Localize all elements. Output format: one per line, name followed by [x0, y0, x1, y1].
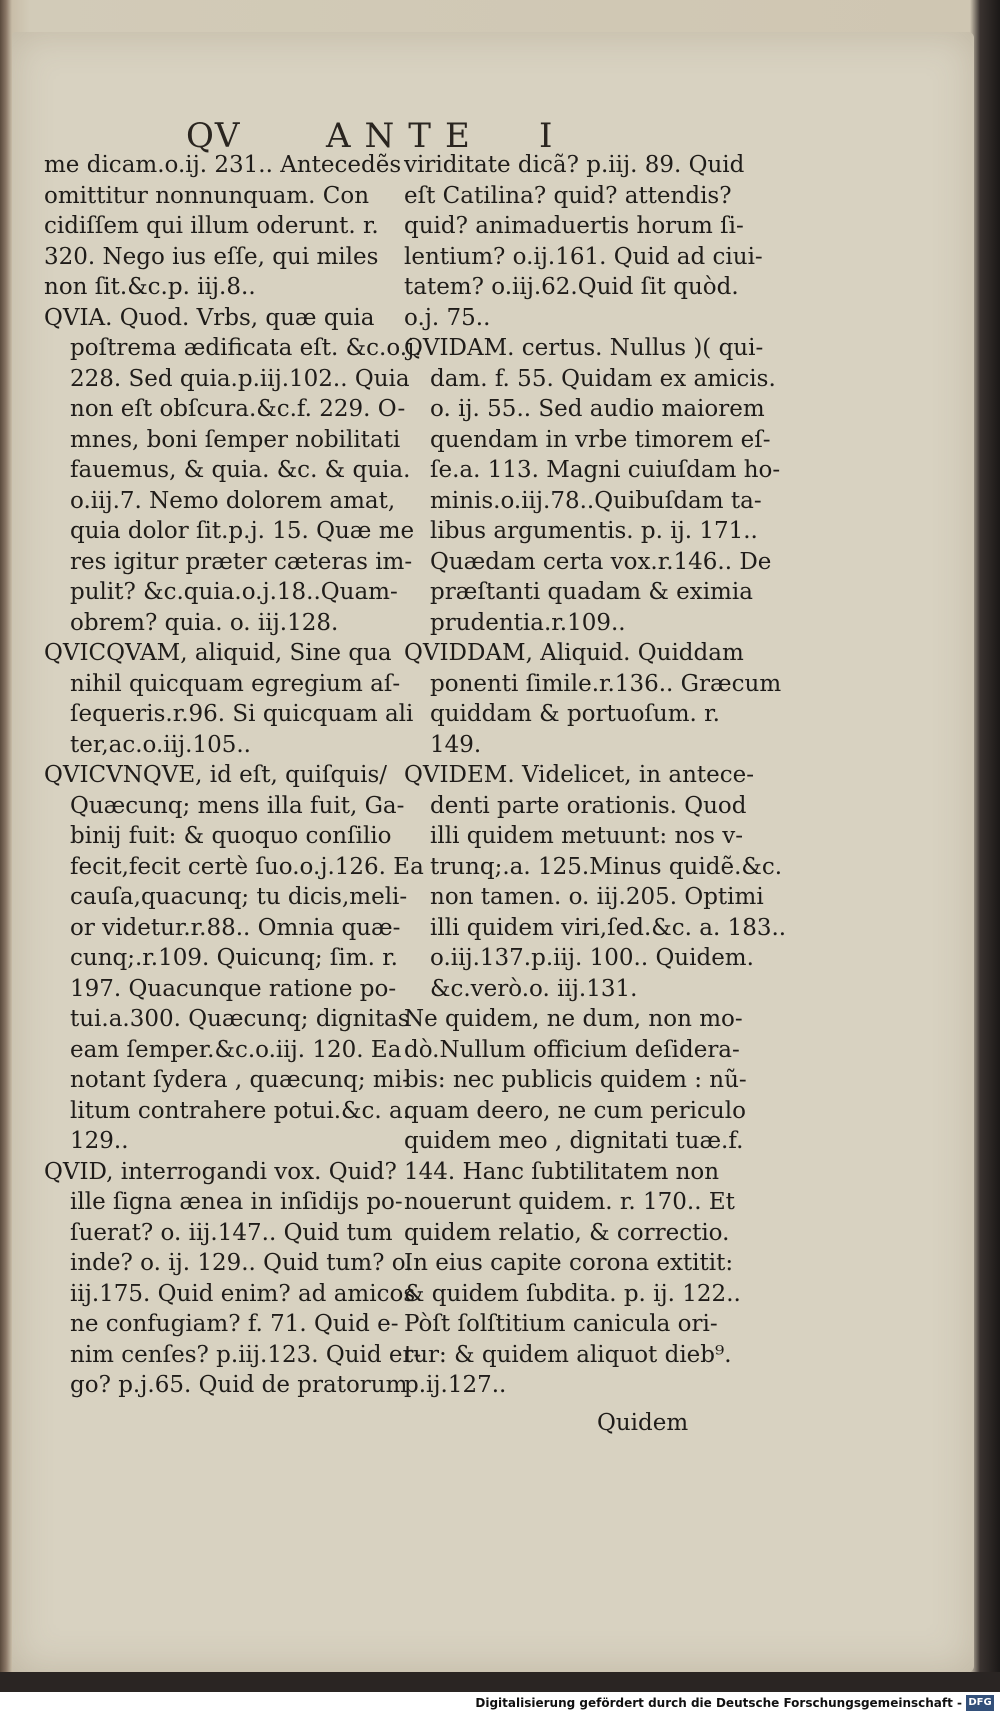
text-line: QVICQVAM, aliquid, Sine qua — [44, 640, 392, 666]
text-line: quam deero, ne cum periculo — [404, 1097, 746, 1124]
text-line: go? p.j.65. Quid de pratorum — [70, 1372, 408, 1398]
text-line: eam ſemper.&c.o.iij. 120. Ea — [70, 1036, 402, 1063]
text-line: tatem? o.iij.62.Quid ſit quòd. — [404, 274, 739, 300]
text-line: tur: & quidem aliquot dieb⁹. — [404, 1341, 732, 1368]
text-line: 149. — [430, 731, 482, 758]
text-line: bis: nec publicis quidem : nũ- — [404, 1067, 747, 1093]
text-line: cauſa,quacunq; tu dicis,meli- — [70, 884, 408, 910]
text-line: & quidem ſubdita. p. ij. 122.. — [404, 1280, 741, 1307]
text-line: fauemus, & quia. &c. & quia. — [70, 457, 411, 483]
text-line: trunq;.a. 125.Minus quidẽ.&c. — [430, 853, 783, 880]
text-line: quendam in vrbe timorem eſ- — [430, 426, 771, 453]
text-line: 197. Quacunque ratione po- — [70, 975, 397, 1002]
dfg-logo: DFG — [966, 1695, 994, 1711]
text-line: notant ſydera , quæcunq; mi- — [70, 1067, 410, 1093]
text-line: nouerunt quidem. r. 170.. Et — [404, 1189, 735, 1215]
text-line: o. ij. 55.. Sed audio maiorem — [430, 396, 765, 422]
text-line: non eſt obſcura.&c.f. 229. O- — [70, 396, 406, 422]
text-line: quia dolor ſit.p.j. 15. Quæ me — [70, 518, 415, 544]
left-column — [44, 150, 424, 1401]
text-line: iij.175. Quid enim? ad amicos — [70, 1280, 416, 1307]
text-line: poſtrema ædificata eſt. &c.o.j. — [70, 335, 422, 361]
text-line: non ſit.&c.p. iij.8.. — [44, 274, 256, 300]
text-line: 228. Sed quia.p.iij.102.. Quia — [70, 365, 410, 392]
text-line: quiddam & portuoſum. r. — [430, 701, 720, 727]
text-line: Quædam certa vox.r.146.. De — [430, 548, 772, 575]
header-right: I — [539, 116, 554, 156]
text-line: ſe.a. 113. Magni cuiuſdam ho- — [430, 457, 781, 483]
header-left: QV — [186, 116, 241, 156]
text-line: In eius capite corona extitit: — [404, 1250, 734, 1276]
text-line: QVID, interrogandi vox. Quid? — [44, 1158, 397, 1185]
text-line: ſuerat? o. iij.147.. Quid tum — [70, 1219, 393, 1246]
text-line: p.ij.127.. — [404, 1372, 507, 1398]
text-line: 320. Nego ius eſſe, qui miles — [44, 243, 379, 270]
text-line: lentium? o.ij.161. Quid ad ciui- — [404, 243, 763, 270]
text-line: Quæcunq; mens illa fuit, Ga- — [70, 792, 405, 819]
text-line: res igitur præter cæteras im- — [70, 548, 413, 575]
text-line: mnes, boni ſemper nobilitati — [70, 426, 401, 453]
text-line: QVICVNQVE, id eſt, quiſquis/ — [44, 762, 387, 788]
text-line: eſt Catilina? quid? attendis? — [404, 182, 732, 209]
text-line: quidem relatio, & correctio. — [404, 1219, 730, 1246]
text-line: nim cenſes? p.iij.123. Quid er- — [70, 1341, 422, 1368]
text-line: nihil quicquam egregium aſ- — [70, 670, 401, 697]
text-line: 129.. — [70, 1128, 129, 1154]
text-line: libus argumentis. p. ij. 171.. — [430, 518, 758, 544]
page-edge-shadow — [0, 1672, 1000, 1692]
catchword: Quidem — [597, 1410, 689, 1436]
footer-bar — [0, 1692, 1000, 1716]
text-line: dam. f. 55. Quidam ex amicis. — [430, 365, 776, 392]
text-line: tui.a.300. Quæcunq; dignitas — [70, 1006, 410, 1032]
digitization-credit: Digitalisierung gefördert durch die Deutsche Forschungsgemeinschaft - — [475, 1696, 962, 1710]
text-line: quid? animaduertis horum ſi- — [404, 213, 744, 239]
header-middle: ANTE — [326, 116, 484, 156]
text-line: 144. Hanc ſubtilitatem non — [404, 1158, 720, 1185]
text-line: o.iij.7. Nemo dolorem amat, — [70, 487, 396, 514]
text-line: ponenti ſimile.r.136.. Græcum — [430, 670, 782, 697]
right-column — [404, 150, 794, 1401]
text-line: præſtanti quadam & eximia — [430, 579, 753, 605]
text-line: QVIA. Quod. Vrbs, quæ quia — [44, 304, 375, 331]
text-line: Pòſt ſolſtitium canicula ori- — [404, 1311, 718, 1337]
text-line: QVIDAM. certus. Nullus )( qui- — [404, 335, 764, 361]
text-line: cunq;.r.109. Quicunq; ſim. r. — [70, 945, 398, 971]
text-line: o.j. 75.. — [404, 304, 491, 331]
text-line: binij fuit: & quoquo conſilio — [70, 823, 392, 849]
text-line: non tamen. o. iij.205. Optimi — [430, 884, 764, 910]
text-line: litum contrahere potui.&c. a. — [70, 1097, 411, 1124]
text-line: me dicam.o.ij. 231.. Antecedẽs — [44, 152, 402, 178]
text-line: inde? o. ij. 129.. Quid tum? o. — [70, 1250, 413, 1276]
text-line: prudentia.r.109.. — [430, 609, 626, 636]
text-line: ter,ac.o.iij.105.. — [70, 731, 251, 758]
text-line: dò.Nullum officium deſidera- — [404, 1036, 740, 1063]
text-line: omittitur nonnunquam. Con — [44, 182, 370, 209]
text-line: obrem? quia. o. iij.128. — [70, 609, 339, 636]
text-line: QVIDDAM, Aliquid. Quiddam — [404, 640, 744, 666]
text-line: viriditate dicã? p.iij. 89. Quid — [404, 152, 745, 178]
text-line: cidiſſem qui illum oderunt. r. — [44, 213, 379, 239]
text-line: ſequeris.r.96. Si quicquam ali — [70, 701, 414, 727]
text-line: denti parte orationis. Quod — [430, 792, 747, 819]
text-line: o.iij.137.p.iij. 100.. Quidem. — [430, 945, 754, 971]
text-line: Ne quidem, ne dum, non mo- — [404, 1006, 743, 1032]
text-line: illi quidem viri,ſed.&c. a. 183.. — [430, 914, 787, 941]
text-line: pulit? &c.quia.o.j.18..Quam- — [70, 579, 398, 605]
text-line: quidem meo , dignitati tuæ.f. — [404, 1128, 744, 1154]
text-line: ille ſigna ænea in inſidijs po- — [70, 1189, 403, 1215]
text-line: illi quidem metuunt: nos v- — [430, 823, 744, 849]
text-line: ne confugiam? f. 71. Quid e- — [70, 1311, 399, 1337]
text-line: minis.o.iij.78..Quibuſdam ta- — [430, 487, 762, 514]
text-line: QVIDEM. Videlicet, in antece- — [404, 762, 755, 788]
text-line: or videtur.r.88.. Omnia quæ- — [70, 914, 401, 941]
text-line: &c.verò.o. iij.131. — [430, 975, 638, 1002]
text-line: fecit,fecit certè ſuo.o.j.126. Ea — [70, 853, 424, 880]
